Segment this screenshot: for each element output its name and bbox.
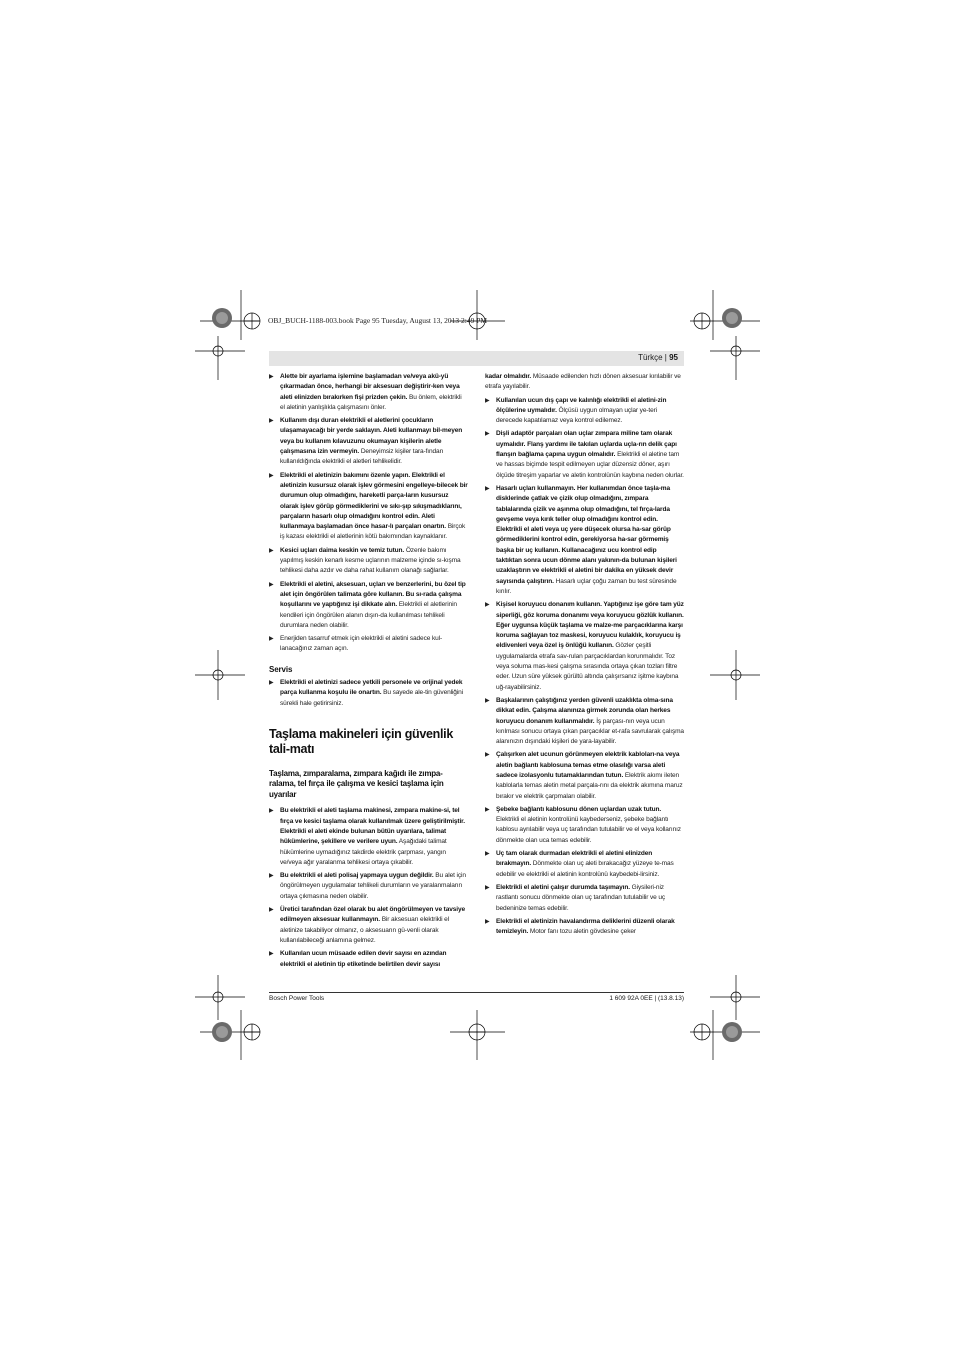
bullet-arrow-icon: ▶ xyxy=(269,636,274,643)
bullet-arrow-icon: ▶ xyxy=(485,806,490,813)
bullet-arrow-icon: ▶ xyxy=(485,884,490,891)
left-column xyxy=(269,372,468,973)
safety-instruction xyxy=(485,849,684,880)
instruction-text: Bu alet için öngörülmeyen uygulamalar tehlikeli durumların ve yaralanmaların ortaya çıkmasına neden olabilir. xyxy=(280,872,466,900)
instruction-continuation xyxy=(485,372,684,393)
instruction-bold-text: Hasarlı uçları kullanmayın. Her kullanımdan önce taşla-ma disklerinde çatlak ve çizik olup olmadığını, zımpara tablalarında çizik ve aşınma olup olmadığını, tel fırça-larda gevşeme veya kırık teller olup olmadığını kontrol edin. Elektrikli el aleti veya uç yere düşecek olursa ha-sar görüp görmediklerini kontrol edin, gerekiyorsa ha-sar görmemiş başka bir uç kullanın. Kullanacağınız ucu kontrol edip taktıktan sonra ucun dönme alanı yakının-da bulunan kişileri uzaklaştırın ve elektrikli el aletini bir dakika en yüksek devir sayısında çalıştırın. xyxy=(496,484,677,585)
safety-instruction xyxy=(269,634,468,655)
instruction-text: İş parçası-nın veya ucun kırılması sonucu ortaya çıkan parçacıklar et-rafa savrularak çalışma alanınızın dışındaki kişileri de yara-layabilir. xyxy=(496,717,684,746)
instruction-bold-text: Üretici tarafından özel olarak bu alet öngörülmeyen ve tavsiye edilmeyen aksesuar kullanmayın. xyxy=(280,906,466,924)
instruction-text: Bu sayede ale-tin güvenliğini sürekli hale getirirsiniz. xyxy=(280,689,464,707)
instruction-bold-text: Elektrikli el aletinizin havalandırma deliklerini düzenli olarak temizleyin. xyxy=(496,917,675,936)
instruction-text: Müsaade edilenden hızlı dönen aksesuar kırılabilir ve etrafa yayılabilir. xyxy=(485,373,681,391)
instruction-text: Ölçüsü uygun olmayan uçlar ye-teri derecede kapatılamaz veya kontrol edilemez. xyxy=(496,406,658,425)
instruction-text: Elektrikli el aletine tam ve hassas biçimde tespit edilmeyen uçlar düzensiz döner, aşırı ölçüde titreşim yaparlar ve aletin kontrolünün kaybına neden olurlar. xyxy=(496,451,684,479)
instruction-text: Elektrikli el aletlerinin kendileri için öngörülen alanın dışın-da kullanılması tehlikeli durumlara neden olabilir. xyxy=(280,601,457,629)
right-column xyxy=(485,372,684,940)
bullet-arrow-icon: ▶ xyxy=(269,547,274,554)
instruction-text: Birçok iş kazası elektrikli el aletlerinin kötü bakımından kaynaklanır. xyxy=(280,523,466,541)
instruction-bold-text: Kullanılan ucun dış çapı ve kalınlığı elektrikli el aletini-zin ölçülerine uymalıdır. xyxy=(496,396,667,414)
bullet-arrow-icon: ▶ xyxy=(269,808,274,815)
instruction-text: Özenle bakımı yapılmış keskin kenarlı kesme uçlarının malzeme içinde sı-kışma tehlikesi daha azdır ve daha rahat kullanım olanağı sağlarlar. xyxy=(280,546,461,575)
section-title: Taşlama makineleri için güvenlik tali-matı xyxy=(269,726,454,756)
instruction-text: Aşağıdaki talimat hükümlerine uymadığınız takdirde elektrik çarpması, yangın ve/veya ağır yaralanma tehlikesi ortaya çıkabilir. xyxy=(280,838,447,866)
safety-instruction xyxy=(269,905,468,946)
safety-instruction xyxy=(269,416,468,467)
safety-instruction xyxy=(269,806,468,868)
print-info-line: OBJ_BUCH-1188-003.book Page 95 Tuesday, August 13, 2013 2:49 PM xyxy=(268,316,488,325)
safety-instruction xyxy=(485,396,684,427)
safety-instruction xyxy=(269,871,468,902)
instruction-bold-text: Kişisel koruyucu donanım kullanın. Yaptığınız işe göre tam yüz siperliği, göz koruma donanımı veya koruyucu gözlük kullanın. Eğer uygunsa küçük taşlama ve malze-me parçacıklarına karşı koruma sağlayan toz maskesi, koruyucu kulaklık, koruyucu iş eldivenleri veya özel iş önlüğü kullanın. xyxy=(496,601,684,650)
safety-instruction xyxy=(485,805,684,846)
safety-instruction xyxy=(269,580,468,631)
bullet-arrow-icon: ▶ xyxy=(269,418,274,425)
instruction-bold-text: Dişli adaptör parçaları olan uçlar zımpara miline tam olarak uymalıdır. Flanş yardımı ile takılan uçlarda uçla-rın delik çapı flanşın bağlama çapına uygun olmalıdır. xyxy=(496,430,677,459)
instruction-text: Bu önlem, elektrikli el aletinin yanlışlıkla çalışmasını önler. xyxy=(280,393,462,411)
instruction-text: Elektrikli el aletinin kontrolünü kaybederseniz, şebeke bağlantı kablosu ayrılabilir veya uç tarafından tutulabilir ve el veya kollarınız dönmekte olan uca temas edebilir. xyxy=(496,816,681,844)
safety-instruction xyxy=(269,949,468,970)
instruction-text: Deneyimsiz kişiler tara-fından kullanıldığında elektrikli el aletleri tehlikelidir. xyxy=(280,448,444,466)
footer-rule xyxy=(269,992,684,993)
instruction-bold-text: Kullanılan ucun müsaade edilen devir sayısı en azından elektrikli el aletinin tip etiketinde belirtilen devir sayısı xyxy=(280,950,447,968)
instruction-bold-text: Çalışırken alet ucunun görünmeyen elektrik kabloları-na veya aletin bağlantı kablosuna temas etme olasılığı varsa aleti sadece izolasyonlu tutamaklarından tutun. xyxy=(496,751,680,779)
bullet-arrow-icon: ▶ xyxy=(485,851,490,858)
instruction-text: Dönmekte olan uç aleti bırakacağız yüzeye te-mas edebilir ve elektrikli el aletinin kontrolünü kaybedebi-lirsiniz. xyxy=(496,860,674,878)
section-subtitle: Taşlama, zımparalama, zımpara kağıdı ile zımpa-ralama, tel fırça ile çalışma ve kesici taşlama için uyarılar xyxy=(269,768,444,799)
bullet-arrow-icon: ▶ xyxy=(485,431,490,438)
instruction-bold-text: Uç tam olarak durmadan elektrikli el aletini elinizden bırakmayın. xyxy=(496,850,653,868)
instruction-text: Hasarlı uçlar çoğu zaman bu test süresinde kırılır. xyxy=(496,577,677,595)
bullet-arrow-icon: ▶ xyxy=(485,918,490,925)
instruction-bold-text: Bu elektrikli el aleti taşlama makinesi, zımpara makine-si, tel fırça ve kesici taşlama olarak kullanılmak üzere geliştirilmiştir. Elektrikli el aleti ekinde bulunan bütün uyarılara, talimat hükümlerine, şekillere ve verilere uyun. xyxy=(280,807,465,846)
safety-instruction xyxy=(485,484,684,597)
bullet-arrow-icon: ▶ xyxy=(485,485,490,492)
safety-instruction xyxy=(485,917,684,938)
bullet-arrow-icon: ▶ xyxy=(269,472,274,479)
bullet-arrow-icon: ▶ xyxy=(269,951,274,958)
safety-instruction xyxy=(269,546,468,577)
instruction-bold-text: Şebeke bağlantı kablosunu dönen uçlardan uzak tutun. xyxy=(496,805,662,813)
instruction-bold-text: Bu elektrikli el aleti polisaj yapmaya uygun değildir. xyxy=(280,872,434,880)
bullet-arrow-icon: ▶ xyxy=(485,752,490,759)
footer-docnumber: 1 609 92A 0EE | (13.8.13) xyxy=(609,995,684,1002)
instruction-bold-text: Kullanım dışı duran elektrikli el aletlerini çocukların ulaşamayacağı bir yerde saklayın. Aleti kullanmayı bil-meyen veya bu kullanım kılavuzunu okumayan kişilerin aletle çalışmasına izin vermeyin. xyxy=(280,417,463,456)
safety-instruction xyxy=(269,471,468,543)
instruction-bold-text: Elektrikli el aletini, aksesuarı, uçları ve benzerlerini, bu özel tip alet için öngörülen talimata göre kullanın. Bu sı-rada çalışma koşullarını ve yaptığınız işi dikkate alın. xyxy=(280,580,466,609)
section-heading: Servis xyxy=(269,664,293,674)
bullet-arrow-icon: ▶ xyxy=(269,581,274,588)
header-separator: | xyxy=(664,353,667,362)
instruction-text: Giysileri-niz rastlantı sonucu dönmekte olan uç tarafından tutulabilir ve uç bedeninize temas edebilir. xyxy=(496,883,666,912)
page-header xyxy=(638,353,678,362)
bullet-arrow-icon: ▶ xyxy=(485,602,490,609)
bullet-arrow-icon: ▶ xyxy=(485,697,490,704)
bullet-arrow-icon: ▶ xyxy=(269,374,274,380)
bullet-arrow-icon: ▶ xyxy=(485,397,490,404)
bullet-arrow-icon: ▶ xyxy=(269,873,274,880)
safety-instruction xyxy=(485,883,684,914)
instruction-bold-text: Elektrikli el aletinizi sadece yetkili personele ve orijinal yedek parça kullanma koşulu ile onartın. xyxy=(280,679,463,697)
instruction-text: Enerjiden tasarruf etmek için elektrikli el aletini sadece kul-lanacağınız zaman açın. xyxy=(280,635,443,653)
instruction-bold-text: Elektrikli el aletini çalışır durumda taşımayın. xyxy=(496,883,630,891)
safety-instruction xyxy=(485,750,684,801)
instruction-bold-text: Kesici uçları daima keskin ve temiz tutun. xyxy=(280,546,405,554)
instruction-text: Motor fanı tozu aletin gövdesine çeker xyxy=(528,928,636,936)
instruction-text: Gözler çeşitli uygulamalarda etrafa sav-rulan parçacıklardan korunmalıdır. Toz veya soluma mas-kesi çalışma sırasında ortaya çıkan tozları filtre eder. Uzun süre yüksek gürültü altında çalışırsanız işitme kaybına uğ-rayabilirsiniz. xyxy=(496,642,679,691)
header-language: Türkçe xyxy=(638,353,663,362)
safety-instruction xyxy=(269,372,468,413)
bullet-arrow-icon: ▶ xyxy=(269,907,274,914)
page-header-bar xyxy=(269,351,684,366)
instruction-bold-text: Alette bir ayarlama işlemine başlamadan ve/veya akü-yü çıkarmadan önce, herhangi bir aksesuarı değiştirir-ken veya aleti elinizden bırakırken fişi prizden çekin. xyxy=(280,373,460,401)
instruction-bold-text: Başkalarının çalıştığınız yerden güvenli uzaklıkta olma-sına dikkat edin. Çalışma alanınıza girmek zorunda olan herkes koruyucu donanım kullanmalıdır. xyxy=(496,696,673,725)
instruction-text: Bir aksesuarı elektrikli el aletinize takabiliyor olmanız, o aksesuarın gü-venli olarak kullanılabileceği anlamına gelmez. xyxy=(280,916,450,944)
page-number: 95 xyxy=(669,353,678,362)
safety-instruction xyxy=(485,696,684,747)
instruction-bold-text: kadar olmalıdır. xyxy=(485,373,532,380)
bullet-arrow-icon: ▶ xyxy=(269,680,274,687)
safety-instruction xyxy=(485,429,684,480)
footer-brand: Bosch Power Tools xyxy=(269,995,325,1002)
instruction-text: Elektrik akımı ileten kablolarla temas aletin metal parçala-rını da elektrik akımına maruz bırakır ve elektrik çarpmaları olabilir. xyxy=(496,771,683,800)
safety-instruction xyxy=(269,678,468,709)
safety-instruction xyxy=(485,600,684,693)
instruction-bold-text: Elektrikli el aletinizin bakımını özenle yapın. Elektrikli el aletinizin kusursuz olarak işlev görmesini engelleye-bilecek bir durumun olup olmadığını, hareketli parça-ların kusursuz olarak işlev görüp görmediklerini ve sıkı-şıp sıkışmadıklarını, parçaların hasarlı olup olmadığını kontrol edin. Aleti kullanmaya başlamadan önce hasar-lı parçaları onartın. xyxy=(280,471,468,531)
